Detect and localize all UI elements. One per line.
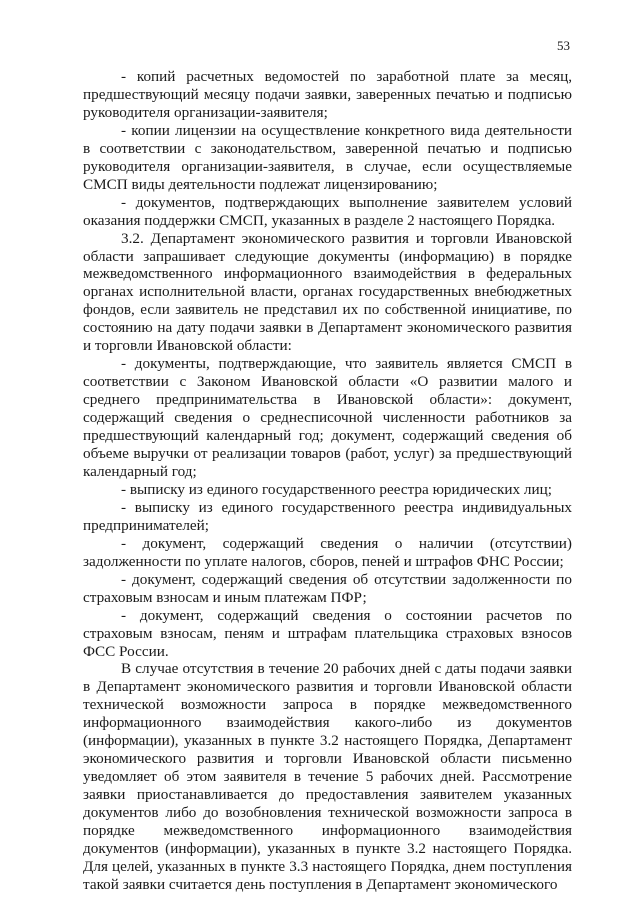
paragraph-support-conditions: - документов, подтверждающих выполнение заявителем условий оказания поддержки СМСП, указанных в разделе 2 настоящего Порядка. [83,193,572,229]
paragraph-technical-impossibility: В случае отсутствия в течение 20 рабочих дней с даты подачи заявки в Департамент экономического развития и торговли Ивановской области технической возможности запроса в порядке межведомственного информационного взаимодействия какого-либо из документов (информации), указанных в пункте 3.2 настоящего Порядка, Департамент экономического развития и торговли Ивановской области письменно уведомляет об этом заявителя в течение 5 рабочих дней. Рассмотрение заявки приостанавливается до предоставления заявителем указанных документов либо до возобновления технической возможности запроса в порядке межведомственного информационного взаимодействия документов (информации), указанных в пункте 3.2 настоящего Порядка. Для целей, указанных в пункте 3.3 настоящего Порядка, днем поступления такой заявки считается день поступления в Департамент экономического [83,660,572,893]
paragraph-fns-debt: - документ, содержащий сведения о наличии (отсутствии) задолженности по уплате налогов, сборов, пеней и штрафов ФНС России; [83,534,572,570]
document-body [83,68,572,894]
paragraph-smsp-documents: - документы, подтверждающие, что заявитель является СМСП в соответствии с Законом Ивановской области «О развитии малого и среднего предпринимательства в Ивановской области»: документ, содержащий сведения о среднесписочной численности работников за предшествующий календарный год; документ, содержащий сведения об объеме выручки от реализации товаров (работ, услуг) за предшествующий календарный год; [83,355,572,480]
paragraph-egrul-extract: - выписку из единого государственного реестра юридических лиц; [121,480,552,498]
paragraph-section-3-2: 3.2. Департамент экономического развития и торговли Ивановской области запрашивает следующие документы (информацию) в порядке межведомственного информационного взаимодействия в федеральных органах исполнительной власти, органах государственных внебюджетных фондов, если заявитель не представил их по собственной инициативе, по состоянию на дату подачи заявки в Департамент экономического развития и торговли Ивановской области: [83,229,572,355]
paragraph-egrip-extract: - выписку из единого государственного реестра индивидуальных предпринимателей; [83,498,572,534]
paragraph-payroll-copies: - копий расчетных ведомостей по заработной плате за месяц, предшествующий месяцу подачи заявки, заверенных печатью и подписью руководителя организации-заявителя; [83,68,572,121]
paragraph-pfr-debt: - документ, содержащий сведения об отсутствии задолженности по страховым взносам и иным платежам ПФР; [83,570,572,606]
paragraph-license-copies: - копии лицензии на осуществление конкретного вида деятельности в соответствии с законодательством, заверенной печатью и подписью руководителя организации-заявителя, в случае, если осуществляемые СМСП виды деятельности подлежат лицензированию; [83,121,572,193]
paragraph-fss-settlements: - документ, содержащий сведения о состоянии расчетов по страховым взносам, пеням и штрафам плательщика страховых взносов ФСС России. [83,606,572,660]
page-number: 53 [557,38,570,53]
